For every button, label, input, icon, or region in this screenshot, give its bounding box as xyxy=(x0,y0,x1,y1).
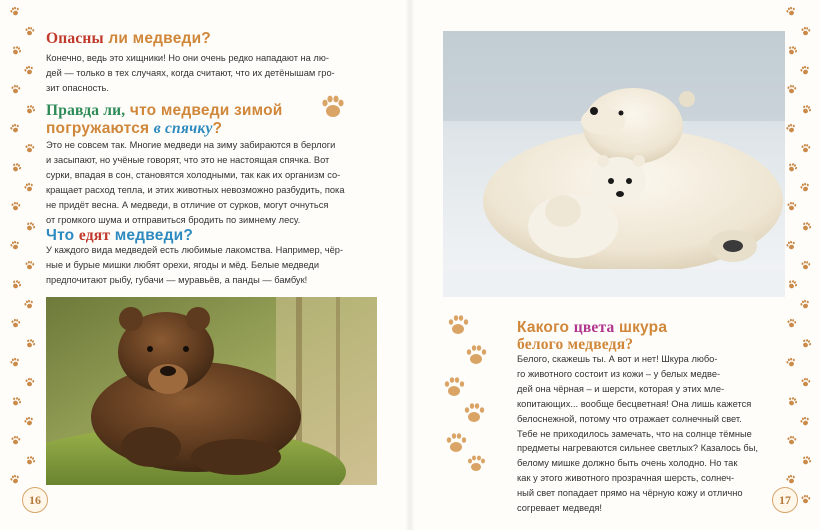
paw-border-icon xyxy=(783,277,800,295)
heading-part: Что xyxy=(46,227,79,244)
paw-border-icon xyxy=(785,201,797,216)
paw-border-icon xyxy=(22,414,37,431)
paw-border-icon xyxy=(784,239,799,256)
heading-part: едят xyxy=(78,227,111,244)
book-spine xyxy=(405,0,415,530)
paw-border-icon xyxy=(9,84,21,99)
paw-border-icon xyxy=(21,219,38,237)
heading-part: ? xyxy=(212,120,223,137)
paw-border-icon xyxy=(9,201,21,216)
heading-hibernation xyxy=(46,101,283,120)
paw-border-icon xyxy=(8,122,23,139)
paw-border-icon xyxy=(21,453,38,471)
paw-border-icon xyxy=(7,277,24,295)
heading-dangerous xyxy=(46,29,211,48)
text-line: зит опасность. xyxy=(46,82,109,93)
heading-part: медведи? xyxy=(110,227,193,244)
text-line: предпочитают рыбу, губачи — муравьёв, а панды — бамбук! xyxy=(46,274,308,285)
text-line: дей — только в тех случаях, когда считают, что их детёнышам гро- xyxy=(46,67,335,78)
paragraph-hibernation xyxy=(46,138,376,227)
paw-border-icon xyxy=(799,493,811,508)
paw-border-icon xyxy=(799,25,811,40)
text-line: ный свет попадает прямо на чёрную кожу и отлично xyxy=(517,488,743,499)
heading-part: Какого xyxy=(517,319,574,336)
text-line: от громкого шума и отправиться бродить по зимнему лесу. xyxy=(46,214,301,225)
heading-part: ли xyxy=(103,30,133,47)
paragraph-diet xyxy=(46,243,376,288)
paw-border-icon xyxy=(798,63,813,80)
paw-border-icon xyxy=(783,160,800,178)
heading-part: Опасны xyxy=(46,30,104,47)
brown-bear-photo xyxy=(46,297,377,485)
paw-border-icon xyxy=(797,453,814,471)
paw-border-icon xyxy=(21,102,38,120)
paw-border-icon xyxy=(799,142,811,157)
paragraph-fur-color xyxy=(517,352,787,516)
paw-border-icon xyxy=(23,376,35,391)
paw-border-icon xyxy=(785,318,797,333)
heading-part: цвета xyxy=(573,319,615,336)
paw-border-icon xyxy=(784,122,799,139)
text-line: согревает медведя! xyxy=(517,503,602,514)
polar-bear-photo xyxy=(443,31,785,297)
paragraph-dangerous xyxy=(46,51,376,96)
paw-border-icon xyxy=(9,318,21,333)
paw-border-icon xyxy=(22,63,37,80)
text-line: копитающих... вообще бесцветная! Она лишь кажется xyxy=(517,398,752,409)
paw-border-icon xyxy=(797,219,814,237)
text-line: У каждого вида медведей есть любимые лакомства. Например, чёр- xyxy=(46,245,344,255)
brown-bear-image xyxy=(46,297,377,485)
paw-border-icon xyxy=(8,5,23,22)
page-number-right: 17 xyxy=(772,487,798,513)
paw-border-icon xyxy=(8,239,23,256)
text-line: Это не совсем так. Многие медведи на зиму забираются в берлоги xyxy=(46,140,336,150)
heading-part: погружаются xyxy=(46,120,154,137)
paw-border-icon xyxy=(23,142,35,157)
text-line: кращает расход тепла, и этих животных невозможно разбудить, пока xyxy=(46,184,345,195)
heading-hibernation-line2 xyxy=(46,119,222,138)
paw-border-icon xyxy=(7,43,24,61)
heading-part: Правда ли, xyxy=(46,102,126,119)
paw-border-icon xyxy=(785,84,797,99)
heading-part: что медведи зимой xyxy=(125,102,283,119)
paw-border-icon xyxy=(9,435,21,450)
paw-border-icon xyxy=(799,259,811,274)
paw-border-icon xyxy=(21,336,38,354)
heading-part: белого медведя? xyxy=(517,336,634,353)
text-line: не придёт весна. А медведи, в отличие от сурков, могут очнуться xyxy=(46,199,329,210)
paw-border-icon xyxy=(22,180,37,197)
text-line: и засыпают, но учёные говорят, что это не настоящая спячка. Вот xyxy=(46,154,330,165)
paw-border-icon xyxy=(783,43,800,61)
text-line: белоснежной, потому что отражает солнечный свет. xyxy=(517,413,742,424)
paw-border-icon xyxy=(798,180,813,197)
paw-border-icon xyxy=(8,473,23,490)
paw-border-icon xyxy=(23,259,35,274)
polar-bear-image xyxy=(443,31,785,297)
text-line: Конечно, ведь это хищники! Но они очень редко нападают на лю- xyxy=(46,53,329,63)
text-line: предметы нагреваются сильнее светлых? Казалось бы, xyxy=(517,443,758,454)
paw-border-icon xyxy=(22,297,37,314)
left-paw-border xyxy=(6,6,42,526)
text-line: сурки, впадая в сон, становятся холодными, так как их организм со- xyxy=(46,169,341,180)
paw-border-icon xyxy=(7,160,24,178)
text-line: го животного состоит из кожи – у белых медве- xyxy=(517,368,721,379)
text-line: Тебе не приходилось замечать, что на солнце тёмные xyxy=(517,428,752,439)
paw-print-icon xyxy=(438,315,498,475)
right-paw-border xyxy=(784,6,820,526)
text-line: дей она чёрная – и шерсти, которая у этих мле- xyxy=(517,383,725,394)
right-page xyxy=(410,0,820,530)
paw-border-icon xyxy=(785,435,797,450)
paw-border-icon xyxy=(797,102,814,120)
paw-border-icon xyxy=(23,25,35,40)
paw-border-icon xyxy=(8,356,23,373)
text-line: ные и бурые мишки любят орехи, ягоды и мёд. Белые медведи xyxy=(46,259,320,270)
paw-border-icon xyxy=(798,297,813,314)
text-line: Белого, скажешь ты. А вот и нет! Шкура любо- xyxy=(517,354,718,364)
paw-border-icon xyxy=(784,5,799,22)
paw-border-icon xyxy=(7,394,24,412)
paw-border-icon xyxy=(799,376,811,391)
heading-part: шкура xyxy=(614,319,668,336)
paw-print-icon xyxy=(318,92,348,122)
paw-border-icon xyxy=(798,414,813,431)
text-line: как у этого животного прозрачная шерсть, солнеч- xyxy=(517,473,735,484)
heading-part: медведи? xyxy=(132,30,211,47)
paw-border-icon xyxy=(797,336,814,354)
page-number-left: 16 xyxy=(22,487,48,513)
text-line: белому мишке должно быть очень холодно. Но так xyxy=(517,458,738,469)
heading-part: в спячку xyxy=(153,120,213,137)
